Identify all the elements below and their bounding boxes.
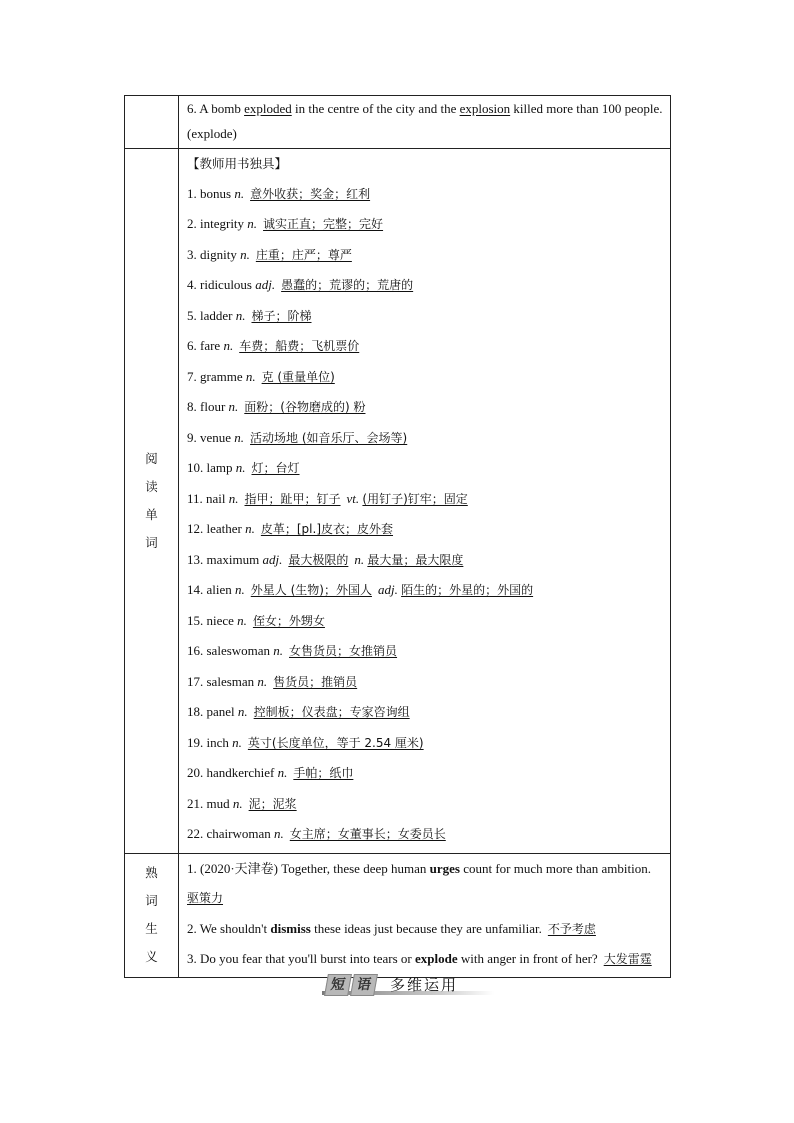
- part-of-speech: n.: [223, 338, 234, 353]
- part-of-speech: n.: [237, 704, 248, 719]
- word: 12. leather: [187, 521, 242, 536]
- part-of-speech: n.: [354, 551, 365, 567]
- word: 7. gramme: [187, 368, 243, 384]
- word: 18. panel: [187, 704, 235, 719]
- definition: (用钉子)钉牢；固定: [362, 491, 468, 506]
- teacher-book-header: 【教师用书独具】: [187, 156, 288, 171]
- word: 9. venue: [187, 429, 232, 445]
- part-of-speech: adj.: [255, 277, 276, 292]
- word: 17. salesman: [187, 673, 255, 689]
- word: 2. integrity: [187, 216, 245, 231]
- part-of-speech: n.: [273, 643, 284, 658]
- row-label-familiar-words: 熟 词 生 义: [125, 853, 179, 977]
- list-item: [187, 331, 664, 362]
- word: 13. maximum: [187, 551, 260, 567]
- part-of-speech: n.: [235, 460, 246, 475]
- table-row-reading-words: [125, 149, 671, 854]
- definition: 指甲；趾甲；钉子: [244, 491, 341, 506]
- list-item: [187, 545, 664, 576]
- definition: 梯子；阶梯: [251, 308, 312, 323]
- part-of-speech: n.: [277, 765, 288, 780]
- list-item: [187, 667, 664, 698]
- part-of-speech: n.: [228, 490, 239, 506]
- list-item: [187, 606, 664, 637]
- table-row-example: [125, 96, 671, 149]
- part-of-speech: n.: [228, 399, 239, 414]
- word: 1. bonus: [187, 185, 232, 201]
- answer-exploded: exploded: [244, 101, 292, 116]
- row-label-reading-words: 阅 读 单 词: [125, 149, 179, 854]
- list-item: [187, 636, 664, 667]
- part-of-speech: n.: [234, 185, 245, 201]
- example-cell: [179, 96, 671, 149]
- definition: 售货员；推销员: [273, 674, 358, 689]
- word: 21. mud: [187, 795, 230, 811]
- word: 3. dignity: [187, 246, 237, 262]
- definition: 诚实正直；完整；完好: [263, 217, 384, 231]
- word: 4. ridiculous: [187, 277, 252, 292]
- answer: 大发雷霆: [603, 952, 652, 966]
- definition: 庄重；庄严；尊严: [255, 247, 352, 262]
- part-of-speech: vt.: [346, 490, 360, 506]
- list-item: [187, 240, 664, 271]
- definition: 手帕；纸巾: [293, 766, 354, 780]
- part-of-speech: n.: [235, 582, 245, 597]
- definition: 活动场地 (如音乐厅、会场等): [250, 430, 408, 445]
- part-of-speech: n.: [234, 429, 245, 445]
- word: 16. saleswoman: [187, 643, 271, 658]
- word: 14. alien: [187, 582, 232, 597]
- banner-title: 多维运用: [390, 976, 459, 994]
- word-list: [187, 179, 664, 850]
- part-of-speech: n.: [247, 216, 258, 231]
- word: 10. lamp: [187, 460, 233, 475]
- word: 6. fare: [187, 338, 221, 353]
- section-banner-phrases: [322, 972, 494, 998]
- part-of-speech: n.: [232, 795, 243, 811]
- definition: 侄女；外甥女: [252, 613, 325, 628]
- list-item: [187, 575, 664, 606]
- part-of-speech: n.: [235, 307, 246, 323]
- answer-explosion: explosion: [459, 101, 511, 116]
- part-of-speech: n.: [245, 521, 255, 536]
- definition: 女售货员；女推销员: [289, 644, 398, 658]
- part-of-speech: n.: [274, 826, 284, 841]
- definition: 车费；船费；飞机票价: [239, 339, 360, 353]
- list-item: [187, 697, 664, 728]
- part-of-speech: adj.: [377, 582, 398, 597]
- definition: 面粉；(谷物磨成的) 粉: [244, 400, 366, 414]
- vocabulary-table: [124, 95, 671, 978]
- list-item: [187, 514, 664, 545]
- definition: 皮革；[pl.]皮衣；皮外套: [260, 522, 394, 536]
- definition: 愚蠢的；荒谬的；荒唐的: [281, 278, 414, 292]
- list-item: [187, 819, 664, 850]
- definition: 女主席；女董事长；女委员长: [289, 827, 446, 841]
- part-of-speech: n.: [240, 246, 250, 262]
- definition: 意外收获；奖金；红利: [250, 186, 371, 201]
- list-item: [187, 209, 664, 240]
- word: 15. niece: [187, 612, 234, 628]
- example-sentence: 6. A bomb exploded in the centre of the city and the explosion killed more than 100 people. (explode): [187, 101, 663, 141]
- list-item: [187, 758, 664, 789]
- table-row-familiar-words: [125, 853, 671, 977]
- definition: 克 (重量单位): [261, 369, 335, 384]
- definition: 灯；台灯: [251, 461, 300, 475]
- list-item: [187, 789, 664, 820]
- part-of-speech: n.: [257, 673, 268, 689]
- word: 19. inch: [187, 734, 229, 750]
- list-item: [187, 301, 664, 332]
- banner-box: 语: [350, 974, 378, 996]
- answer: 驱策力: [187, 891, 224, 905]
- familiar-words-cell: [179, 853, 671, 977]
- word: 11. nail: [187, 490, 226, 506]
- list-item: 3. Do you fear that you'll burst into tears or explode with anger in front of her? 大发雷霆: [187, 951, 652, 966]
- definition: 陌生的；外星的；外国的: [401, 583, 534, 597]
- word: 5. ladder: [187, 307, 233, 323]
- answer: 不予考虑: [547, 921, 596, 936]
- list-item: [187, 453, 664, 484]
- list-item: [187, 179, 664, 210]
- list-item: [187, 423, 664, 454]
- list-item: [187, 362, 664, 393]
- part-of-speech: n.: [237, 612, 247, 628]
- list-item: [187, 484, 664, 515]
- definition: 外星人 (生物)；外国人: [250, 583, 372, 597]
- definition: 最大量；最大限度: [367, 552, 464, 567]
- list-item: 2. We shouldn't dismiss these ideas just because they are unfamiliar. 不予考虑: [187, 920, 596, 936]
- definition: 英寸(长度单位，等于 2.54 厘米): [247, 735, 424, 750]
- part-of-speech: adj.: [262, 551, 283, 567]
- list-item: [187, 728, 664, 759]
- definition: 泥；泥浆: [248, 796, 297, 811]
- list-item: [187, 270, 664, 301]
- word: 20. handkerchief: [187, 765, 275, 780]
- definition: 控制板；仪表盘；专家咨询组: [253, 705, 410, 719]
- part-of-speech: n.: [245, 368, 256, 384]
- part-of-speech: n.: [232, 734, 242, 750]
- banner-box: 短: [324, 974, 352, 996]
- word: 22. chairwoman: [187, 826, 271, 841]
- row-label-empty: [125, 96, 179, 149]
- list-item: [187, 392, 664, 423]
- word: 8. flour: [187, 399, 226, 414]
- word-list-cell: [179, 149, 671, 854]
- definition: 最大极限的: [288, 552, 349, 567]
- list-item: 1. (2020·天津卷) Together, these deep human urges count for much more than ambition.驱策力: [187, 860, 651, 905]
